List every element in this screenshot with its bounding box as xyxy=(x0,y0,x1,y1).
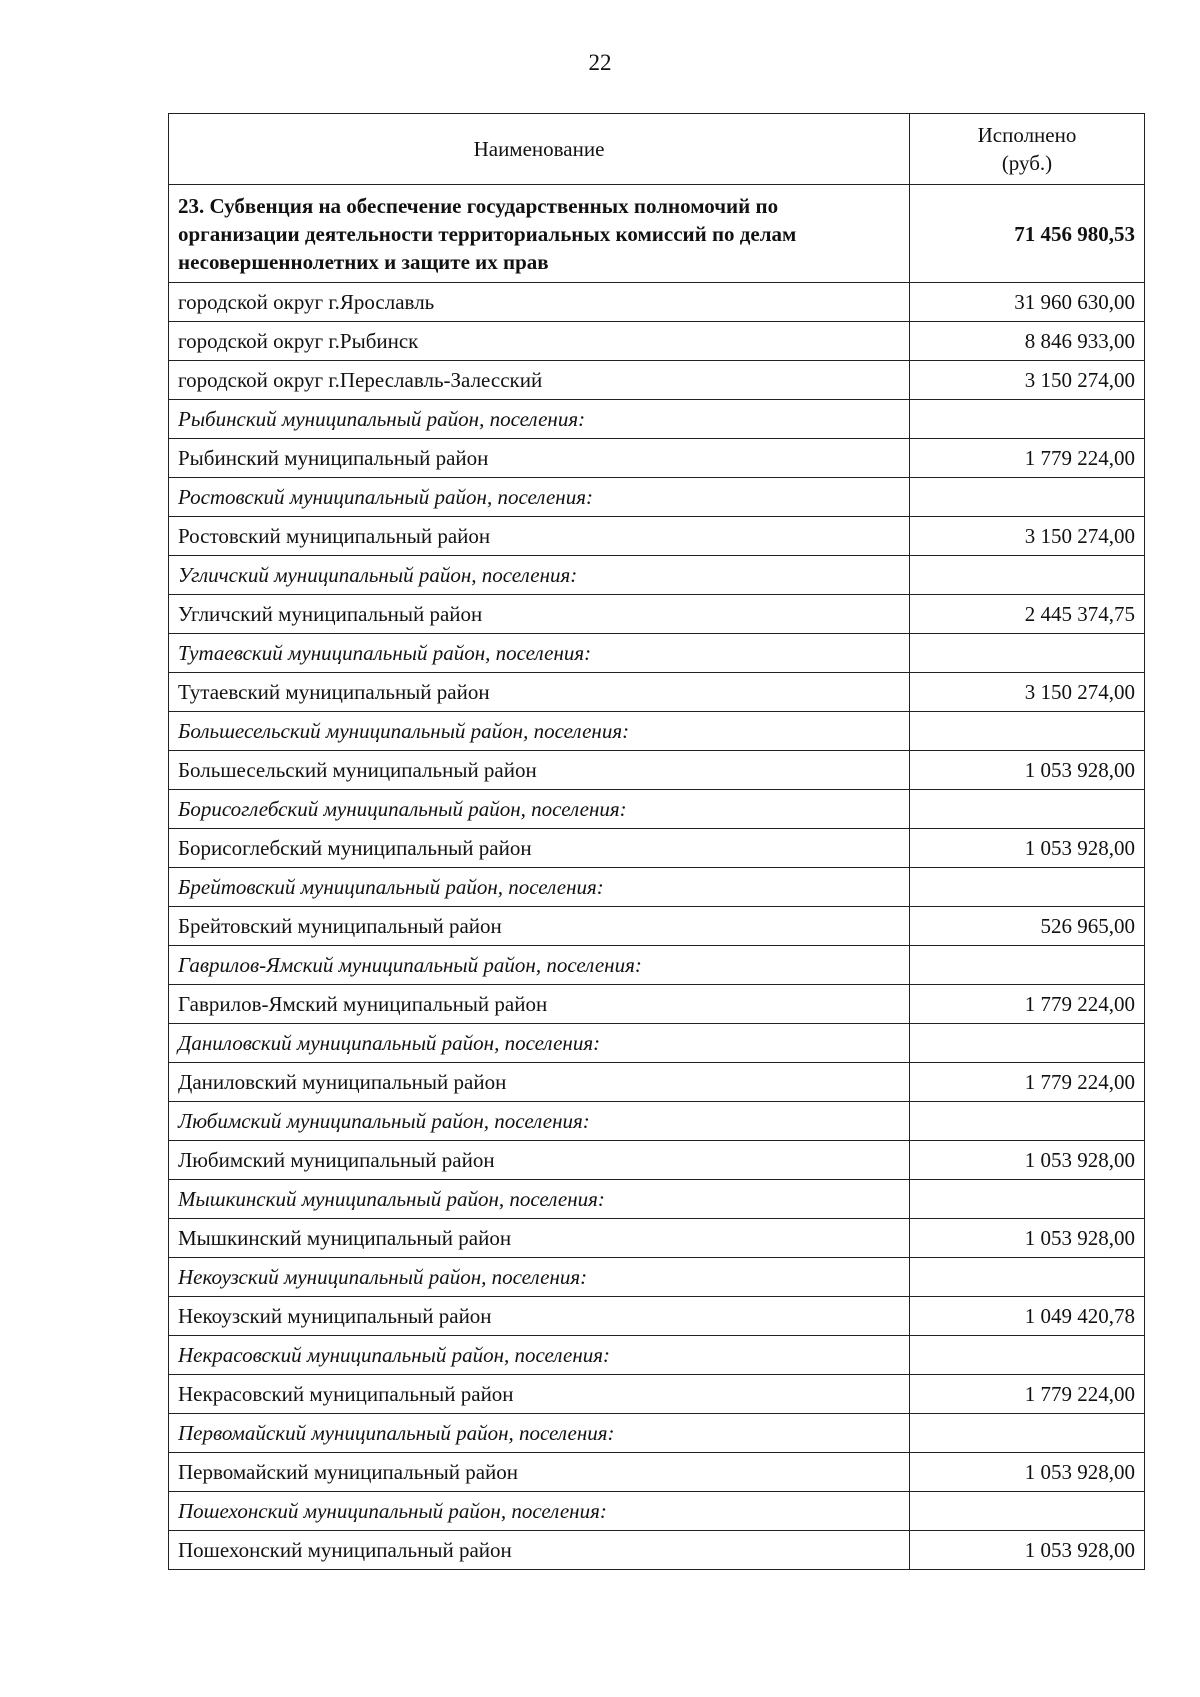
row-name: Ростовский муниципальный район, поселения: xyxy=(169,478,910,517)
table-row xyxy=(169,322,1145,361)
header-amount-line2: (руб.) xyxy=(1001,151,1053,175)
row-name: Брейтовский муниципальный район xyxy=(169,907,910,946)
group-header-row xyxy=(169,868,1145,907)
row-amount: 1 053 928,00 xyxy=(910,829,1145,868)
row-amount: 1 779 224,00 xyxy=(910,985,1145,1024)
header-amount-line1: Исполнено xyxy=(977,123,1077,147)
row-amount: 526 965,00 xyxy=(910,907,1145,946)
group-header-row xyxy=(169,1492,1145,1531)
row-name: Любимский муниципальный район xyxy=(169,1141,910,1180)
row-name: Первомайский муниципальный район, поселения: xyxy=(169,1414,910,1453)
header-amount xyxy=(910,114,1145,185)
row-name: Первомайский муниципальный район xyxy=(169,1453,910,1492)
row-name: городской округ г.Переславль-Залесский xyxy=(169,361,910,400)
row-name: Гаврилов-Ямский муниципальный район, поселения: xyxy=(169,946,910,985)
group-header-row xyxy=(169,1180,1145,1219)
row-name: Гаврилов-Ямский муниципальный район xyxy=(169,985,910,1024)
table-row xyxy=(169,1219,1145,1258)
row-amount: 1 779 224,00 xyxy=(910,1063,1145,1102)
table-row xyxy=(169,517,1145,556)
row-name: Большесельский муниципальный район xyxy=(169,751,910,790)
row-name: Мышкинский муниципальный район, поселения: xyxy=(169,1180,910,1219)
row-amount xyxy=(910,400,1145,439)
row-amount xyxy=(910,712,1145,751)
row-amount xyxy=(910,946,1145,985)
row-amount: 1 779 224,00 xyxy=(910,1375,1145,1414)
row-name: Ростовский муниципальный район xyxy=(169,517,910,556)
row-name: Рыбинский муниципальный район, поселения: xyxy=(169,400,910,439)
table-body xyxy=(169,185,1145,1570)
row-amount: 1 053 928,00 xyxy=(910,1531,1145,1570)
row-amount: 1 053 928,00 xyxy=(910,1219,1145,1258)
row-name: Некрасовский муниципальный район xyxy=(169,1375,910,1414)
row-name: Некрасовский муниципальный район, поселения: xyxy=(169,1336,910,1375)
table-row xyxy=(169,751,1145,790)
row-amount xyxy=(910,1102,1145,1141)
row-amount: 1 779 224,00 xyxy=(910,439,1145,478)
row-amount: 1 053 928,00 xyxy=(910,1453,1145,1492)
row-amount xyxy=(910,868,1145,907)
row-name: Большесельский муниципальный район, поселения: xyxy=(169,712,910,751)
group-header-row xyxy=(169,790,1145,829)
table-row xyxy=(169,439,1145,478)
table-row xyxy=(169,1063,1145,1102)
group-header-row xyxy=(169,1258,1145,1297)
row-amount xyxy=(910,790,1145,829)
group-header-row xyxy=(169,400,1145,439)
group-header-row xyxy=(169,556,1145,595)
row-amount: 1 053 928,00 xyxy=(910,751,1145,790)
row-name: Тутаевский муниципальный район xyxy=(169,673,910,712)
table-row xyxy=(169,283,1145,322)
row-amount xyxy=(910,1336,1145,1375)
row-amount xyxy=(910,1258,1145,1297)
group-header-row xyxy=(169,712,1145,751)
row-name: Угличский муниципальный район xyxy=(169,595,910,634)
row-amount: 3 150 274,00 xyxy=(910,517,1145,556)
row-name: Некоузский муниципальный район xyxy=(169,1297,910,1336)
total-amount: 71 456 980,53 xyxy=(910,185,1145,283)
subvention-table xyxy=(168,113,1145,1570)
row-name: Рыбинский муниципальный район xyxy=(169,439,910,478)
table-row xyxy=(169,829,1145,868)
group-header-row xyxy=(169,634,1145,673)
row-amount: 2 445 374,75 xyxy=(910,595,1145,634)
row-amount xyxy=(910,634,1145,673)
row-amount: 3 150 274,00 xyxy=(910,673,1145,712)
row-name: Тутаевский муниципальный район, поселения: xyxy=(169,634,910,673)
total-name: 23. Субвенция на обеспечение государственных полномочий по организации деятельности территориальных комиссий по делам несовершеннолетних и защите их прав xyxy=(169,185,910,283)
table-row xyxy=(169,1375,1145,1414)
row-name: Борисоглебский муниципальный район, поселения: xyxy=(169,790,910,829)
group-header-row xyxy=(169,1336,1145,1375)
table-row xyxy=(169,985,1145,1024)
row-amount xyxy=(910,1492,1145,1531)
row-amount xyxy=(910,1180,1145,1219)
row-name: Угличский муниципальный район, поселения: xyxy=(169,556,910,595)
row-name: Пошехонский муниципальный район, поселения: xyxy=(169,1492,910,1531)
row-name: Любимский муниципальный район, поселения: xyxy=(169,1102,910,1141)
group-header-row xyxy=(169,946,1145,985)
header-name: Наименование xyxy=(169,114,910,185)
row-amount xyxy=(910,478,1145,517)
table-row xyxy=(169,361,1145,400)
row-name: Даниловский муниципальный район, поселения: xyxy=(169,1024,910,1063)
table-row xyxy=(169,1141,1145,1180)
table-row xyxy=(169,673,1145,712)
page-number: 22 xyxy=(588,50,612,75)
group-header-row xyxy=(169,1414,1145,1453)
row-name: Борисоглебский муниципальный район xyxy=(169,829,910,868)
group-header-row xyxy=(169,1102,1145,1141)
group-header-row xyxy=(169,1024,1145,1063)
row-name: городской округ г.Рыбинск xyxy=(169,322,910,361)
row-amount xyxy=(910,1414,1145,1453)
row-amount xyxy=(910,1024,1145,1063)
table-row xyxy=(169,907,1145,946)
row-name: Пошехонский муниципальный район xyxy=(169,1531,910,1570)
row-amount xyxy=(910,556,1145,595)
row-amount: 1 049 420,78 xyxy=(910,1297,1145,1336)
row-name: городской округ г.Ярославль xyxy=(169,283,910,322)
total-row xyxy=(169,185,1145,283)
row-amount: 3 150 274,00 xyxy=(910,361,1145,400)
table-row xyxy=(169,1531,1145,1570)
group-header-row xyxy=(169,478,1145,517)
table-row xyxy=(169,595,1145,634)
row-name: Мышкинский муниципальный район xyxy=(169,1219,910,1258)
row-name: Некоузский муниципальный район, поселения: xyxy=(169,1258,910,1297)
table-header-row xyxy=(169,114,1145,185)
row-name: Даниловский муниципальный район xyxy=(169,1063,910,1102)
table-row xyxy=(169,1453,1145,1492)
row-amount: 1 053 928,00 xyxy=(910,1141,1145,1180)
row-name: Брейтовский муниципальный район, поселения: xyxy=(169,868,910,907)
row-amount: 8 846 933,00 xyxy=(910,322,1145,361)
row-amount: 31 960 630,00 xyxy=(910,283,1145,322)
table-row xyxy=(169,1297,1145,1336)
